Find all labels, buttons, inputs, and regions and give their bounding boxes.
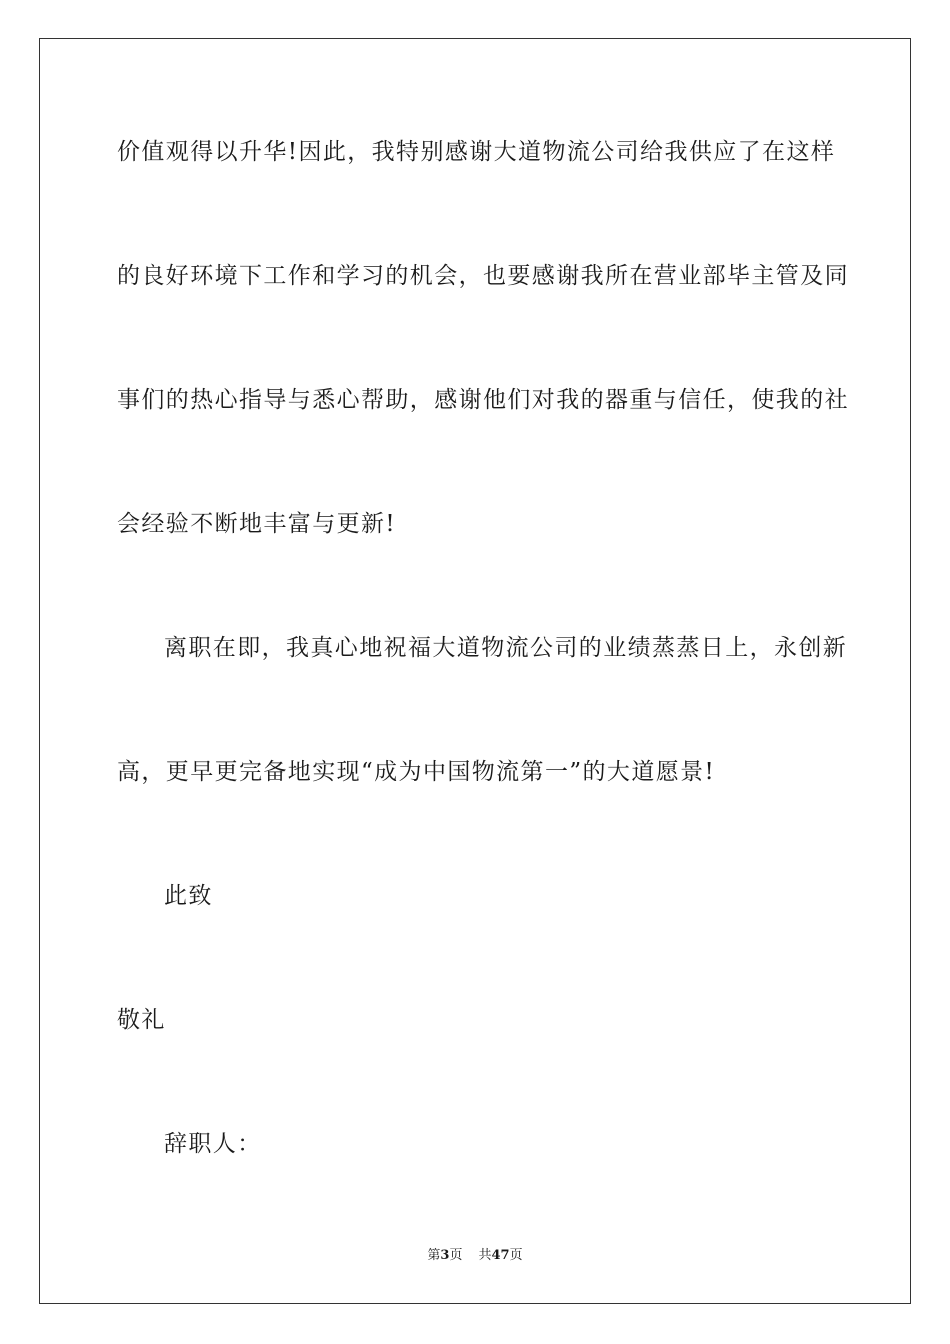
total-suffix: 页 (509, 1248, 523, 1263)
body-line-2: 的良好环境下工作和学习的机会，也要感谢我所在营业部毕主管及同 (117, 263, 849, 289)
total-pages: 47 (491, 1248, 510, 1263)
body-line-5: 离职在即，我真心地祝福大道物流公司的业绩蒸蒸日上，永创新 (164, 635, 848, 661)
total-prefix: 共 (478, 1248, 492, 1263)
body-line-4: 会经验不断地丰富与更新! (117, 511, 397, 537)
body-line-6: 高，更早更完备地实现“成为中国物流第一”的大道愿景! (117, 759, 716, 785)
body-line-3: 事们的热心指导与悉心帮助，感谢他们对我的器重与信任，使我的社 (117, 387, 849, 413)
page-number: 3 (440, 1248, 450, 1263)
page-prefix: 第 (427, 1248, 441, 1263)
page-footer (0, 1247, 950, 1265)
page-suffix: 页 (449, 1248, 463, 1263)
signature-label: 辞职人： (164, 1131, 262, 1157)
page-border (39, 38, 911, 1304)
closing-salutation: 此致 (164, 883, 213, 909)
closing-regards: 敬礼 (117, 1007, 166, 1033)
body-line-1: 价值观得以升华!因此，我特别感谢大道物流公司给我供应了在这样 (117, 139, 836, 165)
